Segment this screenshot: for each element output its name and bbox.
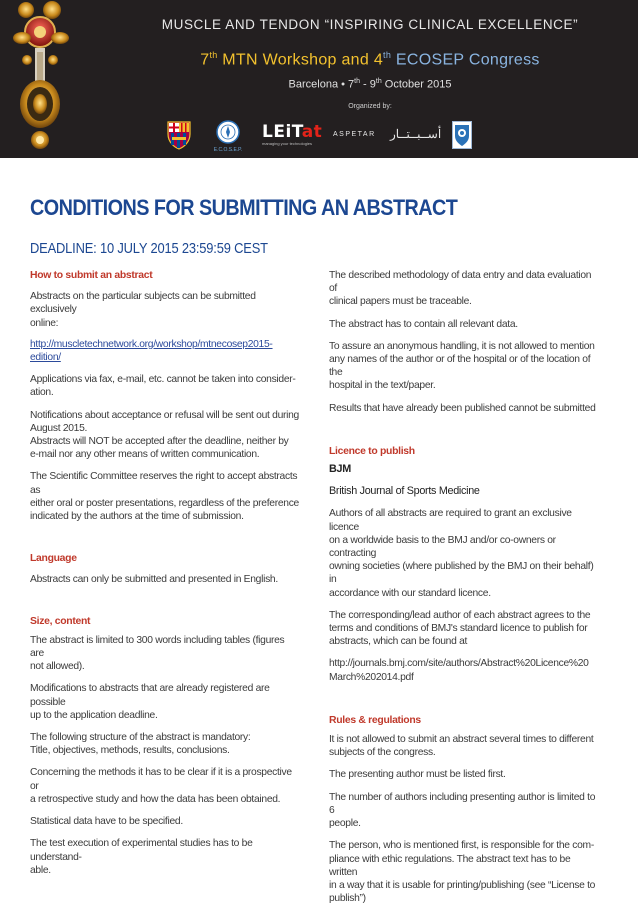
paragraph: To assure an anonymous handling, it is not allowed to mention any names of the author or of the hospital or of the location of the hospital in the text/paper. [329,340,595,392]
paragraph: The number of authors including presenting author is limited to 6 people. [329,791,596,830]
paragraph: The corresponding/lead author of each abstract agrees to the terms and conditions of BMJ's standard licence to publish for abstracts, which can be found at [329,609,591,648]
paragraph: The abstract has to contain all relevant data. [329,318,518,330]
leitat-wordmark [262,122,322,142]
leitat-tagline: managing your technologies [262,141,313,146]
left-column [30,269,300,877]
date-end: October 2015 [381,78,452,91]
section-heading-rules: Rules & regulations [329,714,421,726]
leitat-logo [262,122,323,147]
paragraph: Applications via fax, e-mail, etc. cannot be taken into consider- ation. [30,374,296,399]
workshop-text: MTN Workshop and [217,51,374,69]
right-column [329,269,599,905]
paragraph: Modifications to abstracts that are already registered are possible up to the application deadline. [30,683,270,721]
header-banner [0,0,638,158]
workshop-number: 7 [200,51,210,69]
journal-name: British Journal of Sports Medicine [329,485,480,498]
bjm-label: BJM [329,463,351,476]
congress-title [110,50,630,69]
section-heading-size-content: Size, content [30,615,91,627]
paragraph: Concerning the methods it has to be clear if it is a prospective or a retrospective study and how the data has been obtained. [30,767,292,805]
paragraph: The following structure of the abstract is mandatory: Title, objectives, methods, results, conclusions. [30,732,251,757]
fc-barcelona-crest-icon [166,120,192,150]
paragraph: The test execution of experimental studies has to be understand- able. [30,838,253,876]
date-ordinal-end: th [375,78,382,85]
section-heading-how-to-submit: How to submit an abstract [30,270,153,281]
congress-text: ECOSEP Congress [391,51,540,69]
section-heading-language: Language [30,553,77,565]
congress-ordinal: th [383,50,392,60]
leitat-wordmark-main: LEiT [262,122,302,142]
licence-url[interactable]: http://journals.bmj.com/site/authors/Abstract%20Licence%20 March%202014.pdf [329,658,589,683]
ecosep-text: E.C.O.S.E.P. [213,147,243,153]
page-title: CONDITIONS FOR SUBMITTING AN ABSTRACT [30,195,458,220]
aspetar-arabic: أســبــتــار [390,127,442,141]
paragraph: Authors of all abstracts are required to grant an exclusive licence on a worldwide basis to the BMJ and/or co-owners or contracting owning societies (where published by the BMJ on their behalf) in accordance with our standard licence. [329,508,594,599]
paragraph: The abstract is limited to 300 words including tables (figures are not allowed). [30,634,285,673]
congress-tagline: MUSCLE AND TENDON “INSPIRING CLINICAL EXCELLENCE” [161,17,579,32]
date-ordinal-start: th [354,78,360,85]
congress-location-dates [110,78,630,91]
paragraph: The described methodology of data entry and data evaluation of clinical papers must be traceable. [329,270,592,308]
submission-link[interactable]: http://muscletechnetwork.org/workshop/mtnecosep2015-edition/ [30,338,273,364]
paragraph: Results that have already been published cannot be submitted [329,402,596,414]
date-mid: - 9 [360,78,376,91]
paragraph: Notifications about acceptance or refusal will be sent out during August 2015. Abstracts will NOT be accepted after the deadline, neither by e-mail nor any other means of written communication. [30,409,299,461]
federation-shield-icon [452,121,472,149]
paragraph: The presenting author must be listed first. [329,769,506,781]
ecosep-seal-icon [213,120,243,154]
decorative-ornament-icon [0,0,100,158]
deadline-heading: DEADLINE: 10 JULY 2015 23:59:59 CEST [30,240,268,257]
aspetar-latin: ASPETAR [333,131,376,138]
paragraph: It is not allowed to submit an abstract several times to different subjects of the congress. [329,734,594,759]
workshop-ordinal: th [209,50,218,60]
aspetar-logo [333,128,441,144]
paragraph: The person, who is mentioned first, is responsible for the com- pliance with ethic regulations. The abstract text has to be written in a way that it is usable for printing/publishing (see “License to publish”) [329,840,596,905]
paragraph: The Scientific Committee reserves the right to accept abstracts as either oral or poster presentations, regardless of the preference indicated by the authors at the time of submission. [30,471,299,523]
organized-by-label: Organized by: [348,103,392,110]
paragraph: Abstracts can only be submitted and presented in English. [30,574,278,586]
section-heading-licence: Licence to publish [329,445,415,457]
leitat-wordmark-accent: at [301,122,323,142]
paragraph: Abstracts on the particular subjects can be submitted exclusively online: [30,291,256,329]
location-text: Barcelona • 7 [288,78,355,91]
congress-number: 4 [373,51,384,69]
paragraph: Statistical data have to be specified. [30,816,183,828]
